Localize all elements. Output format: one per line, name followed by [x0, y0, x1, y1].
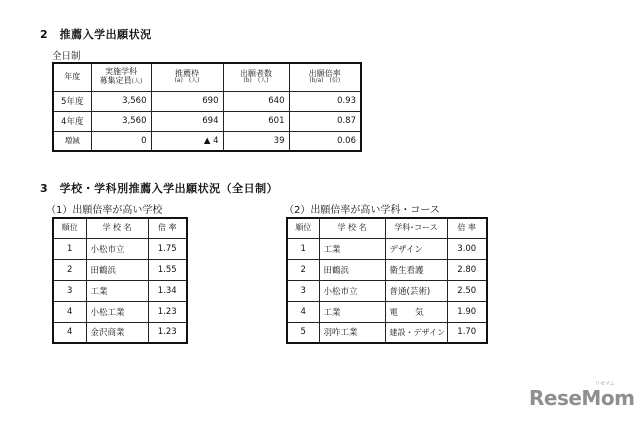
cell-year: 増減 [53, 131, 91, 151]
cell-rank: 4 [53, 322, 86, 343]
header-school: 学 校 名 [86, 218, 148, 238]
cell-school: 小松市立 [86, 238, 148, 259]
courses-header-row [287, 218, 487, 238]
applications-summary-table [52, 62, 362, 152]
cell-school: 田鶴浜 [319, 259, 385, 280]
summary-header-row [53, 63, 361, 91]
cell-rank: 5 [287, 322, 319, 343]
table-row [53, 322, 187, 343]
header-school: 学 校 名 [319, 218, 385, 238]
table-row [287, 322, 487, 343]
courses-title: （2）出願倍率が高い学科・コース [284, 205, 440, 216]
table-row [53, 280, 187, 301]
cell-applicants: 640 [223, 91, 289, 111]
cell-quota: ▲ 4 [151, 131, 223, 151]
header-ratio: 倍 率 [447, 218, 487, 238]
table-row [287, 280, 487, 301]
cell-school: 工業 [319, 238, 385, 259]
section3-title: 3 学校・学科別推薦入学出願状況（全日制） [40, 182, 279, 195]
table-row [53, 91, 361, 111]
cell-rank: 2 [287, 259, 319, 280]
header-applicants-unit: (b) (人) [243, 77, 269, 85]
watermark-kana: リセマム [595, 381, 615, 387]
header-ratio [289, 63, 361, 91]
cell-rank: 3 [53, 280, 86, 301]
header-capacity-unit: (人) [131, 78, 143, 86]
cell-quota: 690 [151, 91, 223, 111]
cell-ratio: 1.55 [148, 259, 187, 280]
header-quota [151, 63, 223, 91]
header-ratio-label: 出願倍率 [308, 68, 341, 78]
schools-header-row [53, 218, 187, 238]
cell-school: 小松工業 [86, 301, 148, 322]
cell-school: 小松市立 [319, 280, 385, 301]
header-course: 学科･コース [385, 218, 447, 238]
header-rank: 順位 [53, 218, 86, 238]
cell-ratio: 1.23 [148, 322, 187, 343]
cell-ratio: 1.70 [447, 322, 487, 343]
table-row [53, 238, 187, 259]
table-row [53, 259, 187, 280]
header-capacity [91, 63, 151, 91]
top-courses-table [286, 217, 488, 344]
cell-ratio: 0.93 [289, 91, 361, 111]
cell-applicants: 39 [223, 131, 289, 151]
cell-school: 工業 [86, 280, 148, 301]
top-schools-table [52, 217, 188, 344]
header-applicants [223, 63, 289, 91]
cell-capacity: 3,560 [91, 91, 151, 111]
cell-rank: 4 [287, 301, 319, 322]
cell-ratio: 0.06 [289, 131, 361, 151]
table-row [53, 131, 361, 151]
cell-course: 衛生看護 [385, 259, 447, 280]
cell-rank: 2 [53, 259, 86, 280]
header-capacity-line2: 募集定員 [99, 76, 132, 86]
cell-rank: 4 [53, 301, 86, 322]
table-row [53, 301, 187, 322]
header-ratio-unit: (b/a) (倍) [309, 77, 341, 85]
cell-ratio: 1.34 [148, 280, 187, 301]
header-rank: 順位 [287, 218, 319, 238]
cell-rank: 1 [287, 238, 319, 259]
header-quota-unit: (a) (人) [174, 77, 200, 85]
cell-ratio: 2.80 [447, 259, 487, 280]
cell-school: 田鶴浜 [86, 259, 148, 280]
cell-ratio: 1.23 [148, 301, 187, 322]
header-ratio: 倍 率 [148, 218, 187, 238]
resemom-logo: ReseMom [529, 386, 635, 410]
cell-applicants: 601 [223, 111, 289, 131]
header-applicants-label: 出願者数 [240, 68, 272, 78]
header-year: 年度 [53, 63, 91, 91]
cell-quota: 694 [151, 111, 223, 131]
cell-ratio: 2.50 [447, 280, 487, 301]
cell-course: デザイン [385, 238, 447, 259]
table-row [287, 238, 487, 259]
cell-course: 普通(芸術) [385, 280, 447, 301]
table-row [53, 111, 361, 131]
table-row [287, 301, 487, 322]
header-quota-label: 推薦枠 [175, 68, 199, 78]
section2-subtitle: 全日制 [52, 51, 81, 62]
cell-ratio: 1.75 [148, 238, 187, 259]
cell-school: 金沢商業 [86, 322, 148, 343]
section2-title: 2 推薦入学出願状況 [40, 28, 152, 41]
cell-rank: 1 [53, 238, 86, 259]
cell-year: 5年度 [53, 91, 91, 111]
header-capacity-line1: 実施学科 [105, 67, 137, 77]
cell-capacity: 3,560 [91, 111, 151, 131]
cell-ratio: 1.90 [447, 301, 487, 322]
cell-school: 工業 [319, 301, 385, 322]
cell-rank: 3 [287, 280, 319, 301]
cell-ratio: 3.00 [447, 238, 487, 259]
cell-capacity: 0 [91, 131, 151, 151]
cell-ratio: 0.87 [289, 111, 361, 131]
schools-title: （1）出願倍率が高い学校 [46, 205, 163, 216]
table-row [287, 259, 487, 280]
cell-year: 4年度 [53, 111, 91, 131]
cell-course: 電 気 [385, 301, 447, 322]
cell-school: 羽咋工業 [319, 322, 385, 343]
cell-course: 建設・デザイン [385, 322, 447, 343]
